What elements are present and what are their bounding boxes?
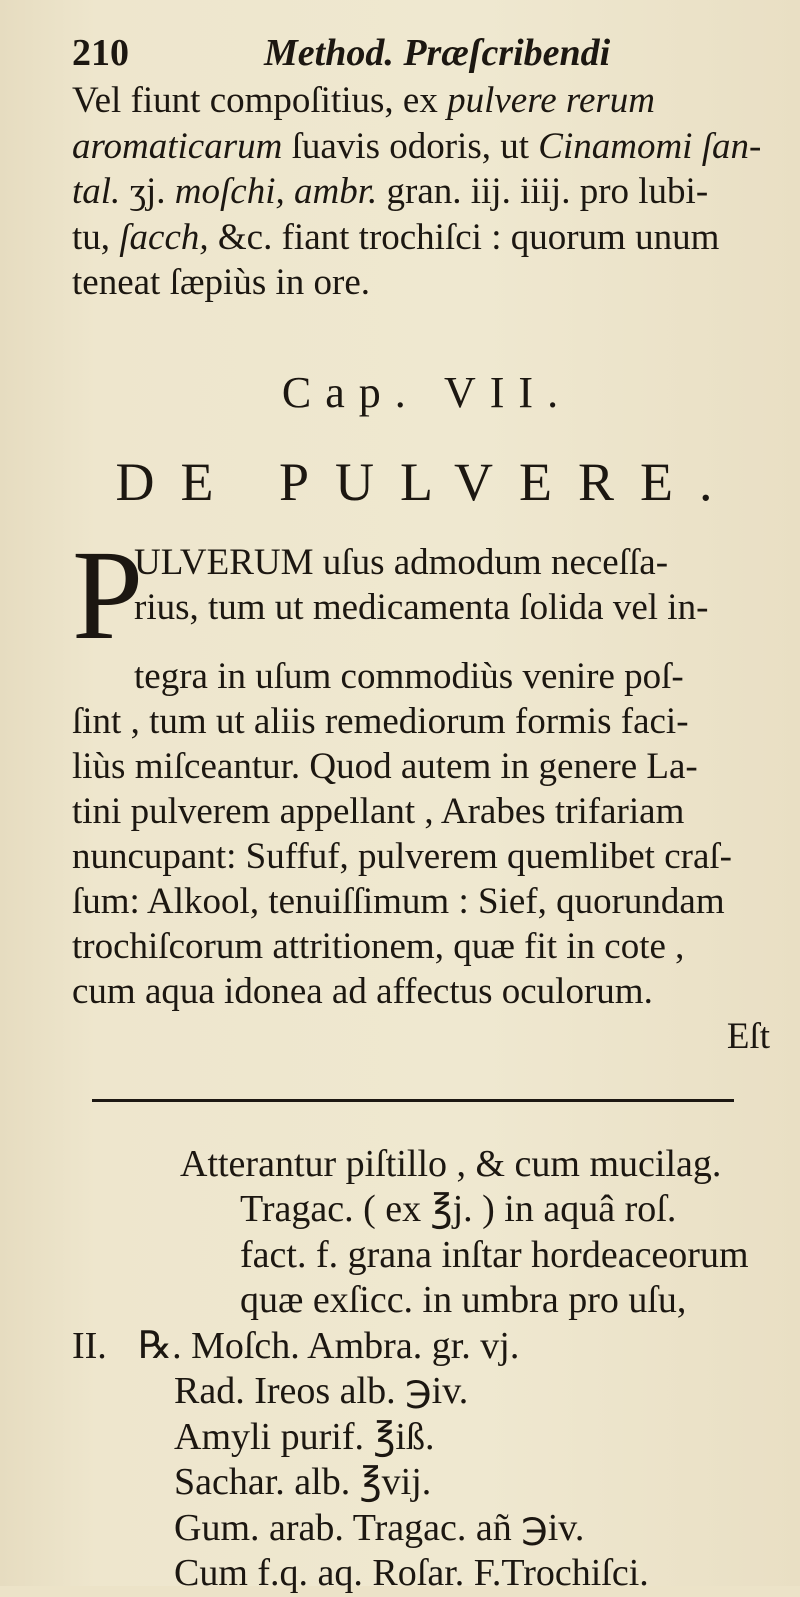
text-span: gran. iij. iiij. pro lubi- <box>377 171 709 212</box>
text-line: rius, tum ut medicamenta ſolida vel in- <box>134 586 709 628</box>
text-line: liùs miſceantur. Quod autem in genere La- <box>72 745 698 787</box>
text-line: trochiſcorum attritionem, quæ fit in cote , <box>72 925 685 967</box>
text-line: tegra in uſum commodiùs venire poſ- <box>134 655 684 697</box>
text-line <box>72 215 782 261</box>
chapter-number: Cap. VII. <box>281 367 573 417</box>
note-line: Atterantur piſtillo , & cum mucilag. <box>180 1142 722 1185</box>
note-line: fact. f. grana inſtar hordeaceorum <box>240 1233 749 1276</box>
chapter-title: DE PULVERE. <box>115 451 739 512</box>
note-line: Sachar. alb. ℥vij. <box>174 1461 432 1503</box>
note-line: quæ exſicc. in umbra pro uſu, <box>240 1279 687 1321</box>
recipe-notes <box>72 1142 782 1597</box>
text-span: ʒj. <box>120 171 175 212</box>
text-span: ſuavis odoris, ut <box>282 125 539 167</box>
italic-span: ſacch, <box>119 216 209 258</box>
text-line <box>72 260 782 306</box>
footnote-rule <box>92 1099 734 1102</box>
catchword: Eſt <box>726 1015 770 1057</box>
page-number: 210 <box>72 32 129 74</box>
text-line <box>72 124 782 170</box>
main-paragraph <box>72 523 782 1014</box>
note-line: Amyli purif. ℥iß. <box>174 1415 435 1458</box>
italic-span: tal. <box>72 171 121 212</box>
text-span: Vel fiunt compoſitius, ex <box>72 80 448 121</box>
italic-span: Cinamomi ſan- <box>538 125 762 167</box>
text-line: ULVERUM uſus admodum neceſſa- <box>134 541 669 583</box>
text-span: &c. fiant trochiſci : quorum unum <box>208 216 720 258</box>
note-line: Gum. arab. Tragac. añ ℈iv. <box>174 1506 585 1549</box>
text-line <box>72 78 782 124</box>
page-header <box>72 30 782 76</box>
text-span: teneat ſæpiùs in ore. <box>72 262 370 303</box>
note-line: Cum f.q. aq. Roſar. F.Trochiſci. <box>174 1552 649 1594</box>
running-head: Method. Præſcribendi <box>264 32 611 74</box>
text-line: ſum: Alkool, tenuiſſimum : Sief, quorundam <box>72 880 725 922</box>
text-line: nuncupant: Suffuf, pulverem quemlibet craſ- <box>72 835 732 877</box>
note-text: ℞. Moſch. Ambra. gr. vj. <box>138 1324 520 1367</box>
text-span: tu, <box>72 216 120 258</box>
italic-span: pulvere rerum <box>447 80 655 121</box>
intro-paragraph <box>72 78 782 306</box>
dropcap-block <box>72 523 782 666</box>
recipe-first-line <box>72 1324 782 1370</box>
italic-span: moſchi, ambr. <box>174 171 378 212</box>
text-line <box>72 169 782 215</box>
text-line: cum aqua idonea ad affectus oculorum. <box>72 970 653 1012</box>
text-line: ſint , tum ut aliis remediorum formis faci- <box>72 700 689 742</box>
dropcap-lines <box>134 540 782 654</box>
note-line: Rad. Ireos alb. ℈iv. <box>174 1370 469 1412</box>
text-line: tini pulverem appellant , Arabes trifariam <box>72 790 685 832</box>
recipe-number: II. <box>72 1324 107 1367</box>
note-line: Tragac. ( ex ℥j. ) in aquâ roſ. <box>240 1188 677 1230</box>
italic-span: aromaticarum <box>72 125 283 167</box>
drop-capital: P <box>72 523 144 666</box>
